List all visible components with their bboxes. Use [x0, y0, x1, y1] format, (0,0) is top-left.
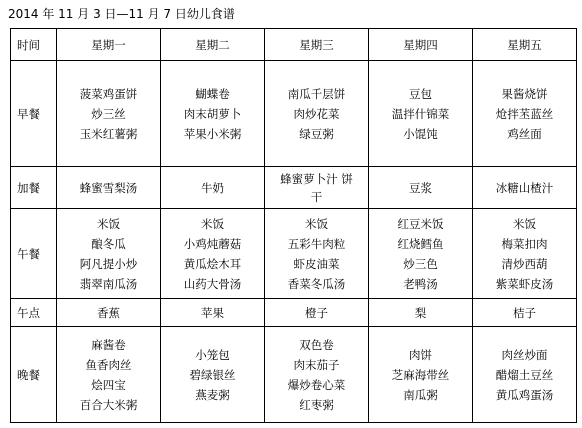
dish: 阿凡提小炒	[79, 256, 138, 271]
dish: 醋熘土豆丝	[495, 367, 554, 382]
dish: 炝拌苤蓝丝	[495, 106, 554, 121]
header-wednesday: 星期三	[265, 29, 369, 61]
dish: 肉饼	[409, 347, 432, 362]
menu-cell	[161, 209, 265, 299]
dish: 肉末茄子	[293, 357, 340, 372]
menu-cell	[369, 327, 473, 423]
dish: 燕麦粥	[195, 387, 230, 402]
dish: 炒三色	[403, 256, 438, 271]
dish: 干	[310, 189, 323, 204]
table-row-dinner	[11, 327, 577, 423]
dish: 苹果	[201, 305, 224, 320]
row-label: 加餐	[11, 167, 57, 209]
dish: 蜂蜜萝卜汁 饼	[280, 171, 353, 186]
dish: 红枣粥	[299, 397, 334, 412]
menu-cell	[473, 167, 577, 209]
dish: 菠菜鸡蛋饼	[79, 86, 138, 101]
dish: 红豆米饭	[397, 216, 444, 231]
dish: 紫菜虾皮汤	[495, 276, 554, 291]
header-thursday: 星期四	[369, 29, 473, 61]
dish: 南瓜粥	[403, 387, 438, 402]
menu-cell	[369, 167, 473, 209]
dish: 山药大骨汤	[183, 276, 242, 291]
dish: 肉末胡萝卜	[183, 106, 242, 121]
dish: 蜂蜜雪梨汤	[79, 180, 138, 195]
menu-cell	[473, 299, 577, 327]
table-row-afternoon-snack	[11, 299, 577, 327]
table-header-row	[11, 29, 577, 61]
dish: 冰糖山楂汁	[495, 180, 554, 195]
menu-cell	[265, 209, 369, 299]
dish: 温拌什锦菜	[391, 106, 450, 121]
dish: 米饭	[513, 216, 536, 231]
header-time: 时间	[11, 29, 57, 61]
header-friday: 星期五	[473, 29, 577, 61]
dish: 炒三丝	[91, 106, 126, 121]
dish: 鱼香肉丝	[85, 357, 132, 372]
dish: 玉米红薯粥	[79, 126, 138, 141]
menu-cell	[265, 299, 369, 327]
dish: 小馄饨	[403, 126, 438, 141]
dish: 双色卷	[299, 337, 334, 352]
dish: 小鸡炖蘑菇	[183, 236, 242, 251]
menu-cell	[161, 167, 265, 209]
menu-cell	[369, 209, 473, 299]
dish: 果酱烧饼	[501, 86, 548, 101]
header-monday: 星期一	[57, 29, 161, 61]
dish: 蝴蝶卷	[195, 86, 230, 101]
table-row-breakfast	[11, 61, 577, 167]
menu-cell	[473, 209, 577, 299]
dish: 翡翠南瓜汤	[79, 276, 138, 291]
dish: 肉炒花菜	[293, 106, 340, 121]
dish: 香菜冬瓜汤	[287, 276, 346, 291]
menu-cell	[265, 167, 369, 209]
menu-cell	[265, 327, 369, 423]
menu-cell	[57, 299, 161, 327]
dish: 豆浆	[409, 180, 432, 195]
dish: 桔子	[513, 305, 536, 320]
dish: 红烧鳕鱼	[397, 236, 444, 251]
dish: 五彩牛肉粒	[287, 236, 346, 251]
dish: 芝麻海带丝	[391, 367, 450, 382]
dish: 鸡丝面	[507, 126, 542, 141]
dish: 肉丝炒面	[501, 347, 548, 362]
dish: 百合大米粥	[79, 397, 138, 412]
header-tuesday: 星期二	[161, 29, 265, 61]
dish: 清炒西葫	[501, 256, 548, 271]
table-row-lunch	[11, 209, 577, 299]
table-row-morning-snack	[11, 167, 577, 209]
dish: 苹果小米粥	[183, 126, 242, 141]
dish: 牛奶	[201, 180, 224, 195]
menu-cell	[161, 299, 265, 327]
menu-cell	[161, 61, 265, 167]
dish: 梨	[414, 305, 427, 320]
dish: 小笼包	[195, 347, 230, 362]
row-label: 早餐	[11, 61, 57, 167]
dish: 南瓜千层饼	[287, 86, 346, 101]
dish: 麻酱卷	[91, 337, 126, 352]
menu-cell	[161, 327, 265, 423]
menu-cell	[265, 61, 369, 167]
dish: 米饭	[305, 216, 328, 231]
row-label: 午点	[11, 299, 57, 327]
menu-cell	[57, 209, 161, 299]
menu-cell	[57, 61, 161, 167]
dish: 橙子	[305, 305, 328, 320]
menu-cell	[473, 61, 577, 167]
dish: 黄瓜鸡蛋汤	[495, 387, 554, 402]
dish: 虾皮油菜	[293, 256, 340, 271]
dish: 爆炒卷心菜	[287, 377, 346, 392]
dish: 梅菜扣肉	[501, 236, 548, 251]
menu-cell	[57, 167, 161, 209]
dish: 米饭	[201, 216, 224, 231]
dish: 米饭	[97, 216, 120, 231]
row-label: 午餐	[11, 209, 57, 299]
dish: 黄瓜烩木耳	[183, 256, 242, 271]
weekly-menu-table	[10, 28, 577, 423]
menu-cell	[369, 61, 473, 167]
dish: 绿豆粥	[299, 126, 334, 141]
menu-cell	[369, 299, 473, 327]
dish: 老鸭汤	[403, 276, 438, 291]
menu-title: 2014 年 11 月 3 日—11 月 7 日幼儿食谱	[8, 7, 235, 21]
dish: 香蕉	[97, 305, 120, 320]
dish: 酿冬瓜	[91, 236, 126, 251]
dish: 烩四宝	[91, 377, 126, 392]
menu-cell	[473, 327, 577, 423]
dish: 碧绿银丝	[189, 367, 236, 382]
row-label: 晚餐	[11, 327, 57, 423]
menu-cell	[57, 327, 161, 423]
dish: 豆包	[409, 86, 432, 101]
